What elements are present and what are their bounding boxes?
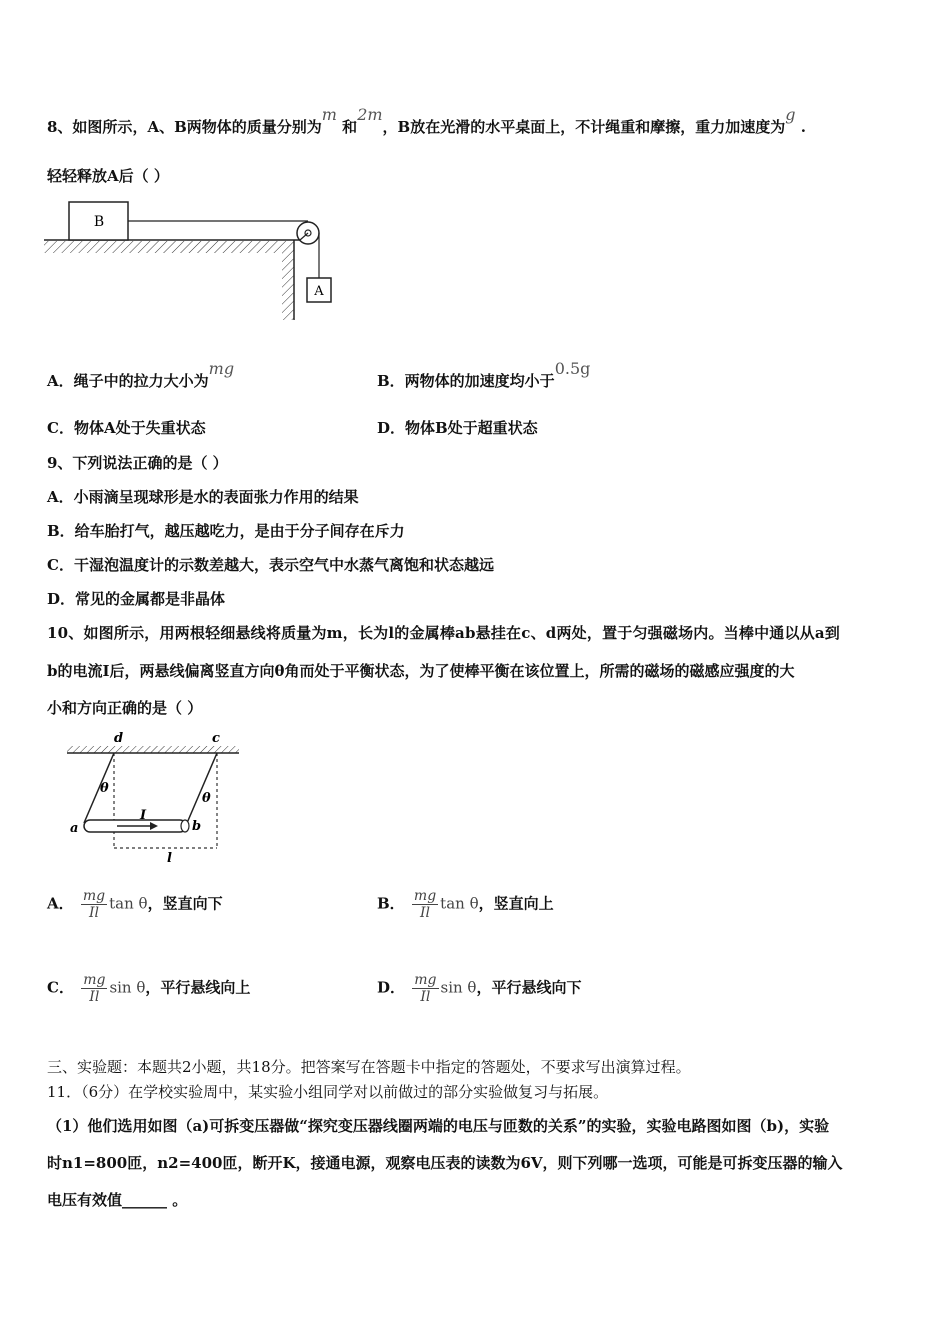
label-I: I (140, 808, 147, 823)
q10-rod-figure (62, 728, 247, 868)
q9-option-c: C．干湿泡温度计的示数差越大，表示空气中水蒸气离饱和状态越远 (47, 556, 494, 574)
q10-stem-line1: 10、如图所示，用两根轻细悬线将质量为m，长为l的金属棒ab悬挂在c、d两处，置于匀强磁场内。当棒中通以从a到 (47, 624, 840, 642)
q8-option-b: B．两物体的加速度均小于0.5g (377, 359, 591, 390)
q10-option-b: B． $\frac{mg}{Il}$ tan θ，竖直向上 (377, 888, 554, 921)
q8-option-d: D．物体B处于超重状态 (377, 419, 538, 437)
label-d: d (114, 731, 124, 746)
label-theta-right: θ (202, 791, 211, 806)
q10-stem-line2: b的电流I后，两悬线偏离竖直方向θ角而处于平衡状态，为了使棒平衡在该位置上，所需的磁场的磁感应强度的大 (47, 662, 795, 680)
label-B: B (93, 214, 105, 230)
q10-stem-line3: 小和方向正确的是（ ） (47, 699, 203, 717)
label-theta-left: θ (100, 781, 109, 796)
label-a: a (70, 821, 79, 836)
q8-stem-line2: 轻轻释放A后（ ） (47, 167, 169, 185)
q9-option-b: B．给车胎打气，越压越吃力，是由于分子间存在斥力 (47, 522, 405, 540)
q9-stem: 9、下列说法正确的是（ ） (47, 454, 228, 472)
math-g: g (785, 105, 796, 124)
q10-option-a: A． $\frac{mg}{Il}$ tan θ，竖直向下 (47, 888, 223, 921)
q8-pulley-figure (42, 196, 342, 324)
section-3-title: 三、实验题：本题共2小题，共18分。把答案写在答题卡中指定的答题处，不要求写出演算过程。 (47, 1058, 691, 1076)
q8-stem-line1: 8、如图所示，A、B两物体的质量分别为m 和2m，B放在光滑的水平桌面上，不计绳重和摩擦，重力加速度为g . (47, 105, 806, 136)
label-l: l (167, 851, 172, 866)
q8-option-c: C．物体A处于失重状态 (47, 419, 206, 437)
label-b: b (192, 819, 202, 834)
q11-part1-line2: 时n1=800匝，n2=400匝，断开K，接通电源，观察电压表的读数为6V，则下列哪一选项，可能是可拆变压器的输入 (47, 1154, 843, 1172)
q11-stem: 11．（6分）在学校实验周中，某实验小组同学对以前做过的部分实验做复习与拓展。 (47, 1083, 609, 1101)
q8-option-a: A．绳子中的拉力大小为mg (47, 359, 235, 390)
label-c: c (212, 731, 220, 746)
q9-option-a: A．小雨滴呈现球形是水的表面张力作用的结果 (47, 488, 359, 506)
q10-option-d: D． $\frac{mg}{Il}$ sin θ，平行悬线向下 (377, 972, 582, 1005)
label-A: A (314, 284, 324, 299)
q9-option-d: D．常见的金属都是非晶体 (47, 590, 226, 608)
math-m: m (321, 105, 337, 124)
q10-option-c: C． $\frac{mg}{Il}$ sin θ，平行悬线向上 (47, 972, 251, 1005)
q11-part1-line1: （1）他们选用如图（a)可拆变压器做“探究变压器线圈两端的电压与匝数的关系”的实验，实验电路图如图（b)，实验 (47, 1117, 830, 1135)
math-2m: 2m (357, 105, 383, 124)
q11-part1-line3: 电压有效值______ 。 (47, 1191, 188, 1209)
